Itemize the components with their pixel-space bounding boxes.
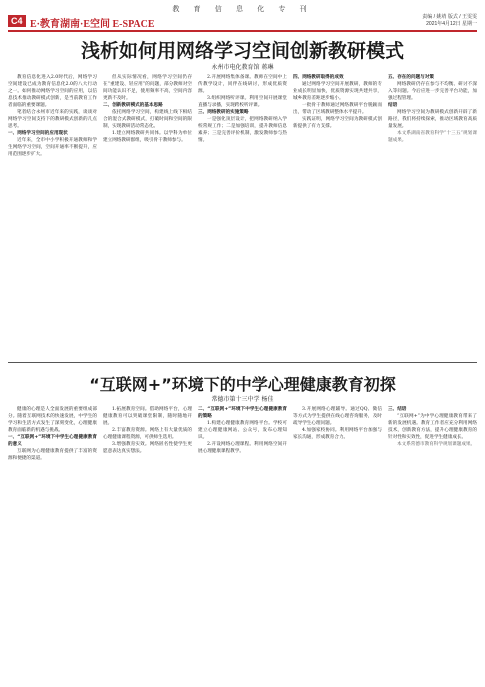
paragraph: 但从实际情况看，网络学习空间仍存在“重建设、轻应用”的问题，部分教师对空间功能认识不足，使用频率不高，空间内容更新不及时。 [103,75,192,101]
subheading: 三、网络教研的实施策略 [198,110,249,115]
paragraph: 一是强化顶层设计，把网络教研纳入学校常规工作；二是加强培训，提升教师信息素养；三是完善评价机制，激发教师参与热情。 [198,117,287,143]
paragraph: 网络学习空间为教研模式创新开辟了新路径，我们将持续探索，推动区域教育高质量发展。 [388,110,477,129]
article1-col2 [103,74,192,356]
page-number: C4 [8,15,26,27]
subheading: 五、存在的问题与对策 [388,75,434,80]
section-title: E·教育湖南·E空间 E-SPACE [30,19,155,30]
paragraph: 实践证明，网络学习空间为教研模式创新提供了有力支撑。 [293,117,382,129]
paragraph: “互联网+”为中学心理健康教育带来了新的发展机遇。教育工作者应充分利用网络技术，创新教育方法，提升心理健康教育的针对性和实效性，促进学生健康成长。 [388,414,477,440]
article1-body [8,74,477,356]
paragraph: 4.加强家校协同。利用网络平台加强与家长沟通，形成教育合力。 [293,428,382,440]
subheading: 二、创新教研模式的基本思路 [103,103,163,108]
paragraph: 1.拓展教育空间。借助网络平台，心理健康教育可以突破课堂限制，随时随地开展。 [103,407,192,426]
article1-byline: 永州市电化教育馆 蒋琳 [211,64,274,71]
paragraph: 3.增强教育实效。网络匿名性使学生更愿意表达真实想法。 [103,442,192,454]
article2-col4 [293,406,382,680]
article1-col4 [293,74,382,356]
article-divider [8,362,477,363]
article1-col3 [198,74,287,356]
article2-col3 [198,406,287,680]
paragraph: 3.组织网络听评课。利用空间开展课堂直播与录播，实现跨校听评课。 [198,96,287,108]
paragraph: 2.开设网络心理课程。利用网络空间开展心理健康课程教学。 [198,442,287,454]
article2-byline: 常德市第十三中学 杨佳 [211,396,274,403]
editor-credit: 责编 / 姚靖 版式 / 王雯雯 [422,14,477,20]
subheading: 一、网络学习空间的应用现状 [8,131,68,136]
paragraph: 1.建立网络教研共同体。以学科为单位建立网络教研群组，吸引骨干教师参与。 [103,131,192,143]
paragraph: 笔者结合永州市近年来的实践，谈谈对网络学习空间支持下的教研模式创新的几点思考。 [8,110,97,129]
paragraph: 通过网络学习空间开展教研，教师的专业成长明显加快，优质资源实现共建共享，城乡教育差距逐步缩小。 [293,82,382,101]
subheading: 结语 [388,103,398,108]
page-header [8,14,477,32]
paragraph: 2.丰富教育资源。网络上有大量优质的心理健康课程资源，可供师生选用。 [103,428,192,440]
article1-title: 浅析如何用网络学习空间创新教研模式 [80,40,404,62]
paragraph: 网络教研仍存在参与不均衡、研讨不深入等问题。今后应进一步完善平台功能，加强过程管理。 [388,82,477,101]
article2-title: “互联网+”环境下的中学心理健康教育初探 [89,375,396,394]
article2-body [8,406,477,680]
footnote: 本文系湖南省教育科学“十三五”规划课题成果。 [388,131,477,143]
issue-date: 2021年4月12日 星期一 [426,21,477,27]
paragraph: 2.开展网络集体备课。教师在空间中上传教学设计，同伴在线研讨，形成优质资源。 [198,75,287,94]
article2-col2 [103,406,192,680]
paragraph: 近年来，全市中小学积极开通教师和学生网络学习空间，空间开通率不断提升，应用范围逐步扩大。 [8,138,97,157]
header-band: 教 育 信 息 化 专 刊 [172,5,313,13]
paragraph: 教育信息化进入2.0时代后，网络学习空间建设已成为教育信息化2.0的八大行动之一。如何推动网络学习空间的应用，以信息技术推动教研模式创新，是当前教育工作者面临的重要课题。 [8,75,97,108]
subheading: 二、“互联网+”环境下中学生心理健康教育的策略 [198,407,287,419]
article1-col1 [8,74,97,356]
article2-col5 [388,406,477,680]
subheading: 三、结语 [388,407,407,412]
subheading: 一、“互联网+”环境下中学生心理健康教育的意义 [8,435,97,447]
paragraph: 3.开展网络心理辅导。通过QQ、微信等方式为学生提供在线心理咨询服务，及时疏导学生心理问题。 [293,407,382,426]
paragraph: 健康的心理是人全面发展的重要组成部分。随着互联网技术的快速发展，中学生的学习和生活方式发生了深刻变化，心理健康教育面临新的机遇与挑战。 [8,407,97,433]
paragraph: 互联网为心理健康教育提供了丰富的资源和便捷的渠道。 [8,449,97,461]
subheading: 四、网络教研取得的成效 [293,75,344,80]
paragraph: 一批骨干教师通过网络教研平台脱颖而出，带动了区域教研整体水平提升。 [293,103,382,115]
paragraph: 1.构建心理健康教育网络平台。学校可建立心理健康网站、公众号，发布心理知识。 [198,421,287,440]
article2-col1 [8,406,97,680]
article1-col5 [388,74,477,356]
footnote: 本文系常德市教育科学规划课题成果。 [397,442,476,447]
header-meta [422,14,477,28]
paragraph: 依托网络学习空间，构建线上线下相结合的混合式教研模式，打破时间和空间的限制，实现教研活动常态化。 [103,110,192,129]
